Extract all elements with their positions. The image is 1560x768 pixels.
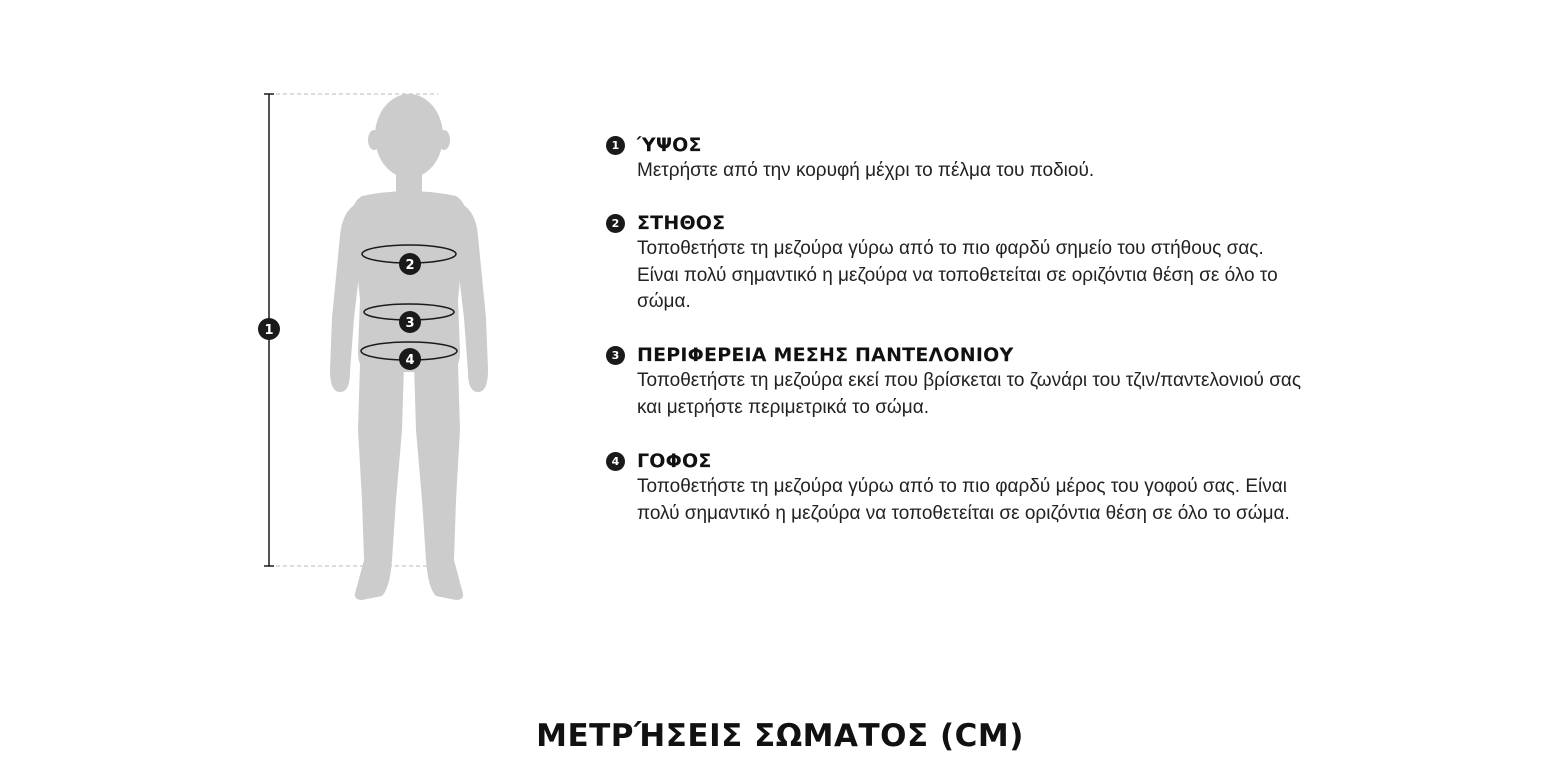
instruction-title: ΎΨΟΣ (637, 134, 702, 156)
instruction-number-badge: 3 (606, 346, 625, 365)
waist-marker-badge (399, 311, 421, 333)
section-title: ΜΕΤΡΉΣΕΙΣ ΣΩΜΑΤΟΣ (CM) (536, 718, 1024, 754)
instruction-title: ΣΤΗΘΟΣ (637, 212, 726, 234)
svg-text:4: 4 (405, 353, 415, 368)
instruction-number-badge: 4 (606, 452, 625, 471)
instruction-hip (606, 448, 1302, 527)
instruction-title: ΓΟΦΟΣ (637, 450, 712, 472)
instruction-chest (606, 210, 1302, 316)
height-marker-badge (258, 318, 280, 340)
instruction-waist (606, 342, 1302, 421)
chest-marker-badge (399, 253, 421, 275)
instruction-number-badge: 1 (606, 136, 625, 155)
hip-marker-badge (399, 348, 421, 370)
instruction-title: ΠΕΡΙΦΕΡΕΙΑ ΜΕΣΗΣ ΠΑΝΤΕΛΟΝΙΟΥ (637, 344, 1014, 366)
instruction-description: Τοποθετήστε τη μεζούρα γύρω από το πιο φαρδύ μέρος του γοφού σας. Είναι πολύ σημαντικό η μεζούρα να τοποθετείται σε οριζόντια θέση σε όλο το σώμα. (637, 476, 1290, 524)
instruction-description: Τοποθετήστε τη μεζούρα εκεί που βρίσκεται το ζωνάρι του τζιν/παντελονιού σας και μετρήστε περιμετρικά το σώμα. (637, 370, 1302, 418)
svg-text:3: 3 (405, 316, 415, 331)
instruction-description: Μετρήστε από την κορυφή μέχρι το πέλμα του ποδιού. (637, 160, 1095, 181)
child-silhouette (330, 94, 488, 600)
instruction-height (606, 132, 1302, 185)
instruction-description: Τοποθετήστε τη μεζούρα γύρω από το πιο φαρδύ σημείο του στήθους σας. Είναι πολύ σημαντικό η μεζούρα να τοποθετείται σε οριζόντια θέση σε όλο το σώμα. (637, 238, 1278, 312)
svg-text:2: 2 (405, 258, 415, 273)
instruction-number-badge: 2 (606, 214, 625, 233)
svg-text:1: 1 (264, 323, 274, 338)
